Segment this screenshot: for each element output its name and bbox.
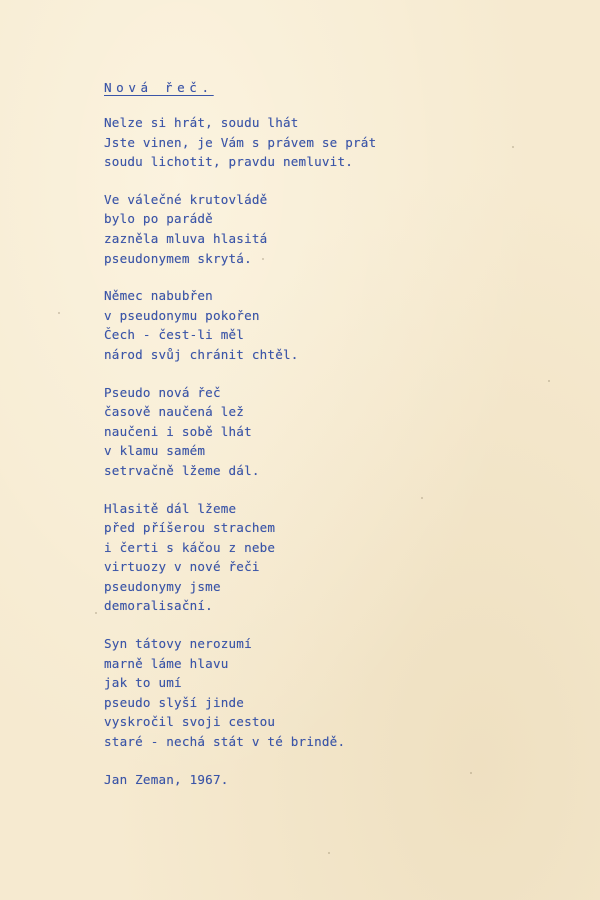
stanza-1 [104, 113, 564, 172]
poem-line: časově naučená lež [104, 404, 245, 420]
stanza-2 [104, 190, 564, 268]
poem-line: i čerti s káčou z nebe [104, 539, 276, 555]
poem-line: marně láme hlavu [104, 655, 229, 671]
stanza-3 [104, 286, 564, 364]
stanza-4 [104, 383, 564, 481]
poem-line: Čech - čest-li měl [104, 327, 245, 343]
paper-speck [328, 852, 330, 854]
poem-line: demoralisační. [104, 598, 213, 614]
poem-line: bylo po parádě [104, 211, 213, 227]
poem-line: soudu lichotit, pravdu nemluvit. [104, 154, 354, 170]
poem-line: pseudo slyší jinde [104, 694, 245, 710]
poem-line: před příšerou strachem [104, 520, 276, 536]
poem-line: naučeni i sobě lhát [104, 423, 252, 439]
poem [104, 80, 564, 789]
poem-line: Nelze si hrát, soudu lhát [104, 115, 299, 130]
poem-line: Jste vinen, je Vám s právem se prát [104, 134, 377, 150]
poem-title: Nová řeč. [104, 80, 214, 95]
poem-line: národ svůj chránit chtěl. [104, 346, 299, 362]
poem-line: jak to umí [104, 675, 182, 691]
poem-line: Hlasitě dál lžeme [104, 500, 237, 516]
poem-line: Ve válečné krutovládě [104, 191, 268, 207]
poem-line: v klamu samém [104, 443, 206, 459]
poem-line: v pseudonymu pokořen [104, 307, 260, 323]
stanza-6 [104, 634, 564, 752]
poem-line: staré - nechá stát v té brindě. [104, 734, 346, 750]
poem-line: Němec nabubřen [104, 288, 213, 304]
poem-line: pseudonymy jsme [104, 578, 221, 594]
poem-line: pseudonymem skrytá. [104, 250, 252, 266]
poem-line: setrvačně lžeme dál. [104, 462, 260, 478]
stanza-5 [104, 499, 564, 617]
poem-line: Pseudo nová řeč [104, 384, 221, 400]
poem-line: vyskročil svoji cestou [104, 714, 276, 730]
author-signature-line: Jan Zeman, 1967. [104, 771, 229, 787]
poem-line: Syn tátovy nerozumí [104, 636, 252, 652]
paper-speck [95, 612, 97, 614]
poem-line: virtuozy v nové řeči [104, 559, 260, 575]
paper-speck [58, 312, 60, 314]
poem-line: zazněla mluva hlasitá [104, 230, 268, 246]
